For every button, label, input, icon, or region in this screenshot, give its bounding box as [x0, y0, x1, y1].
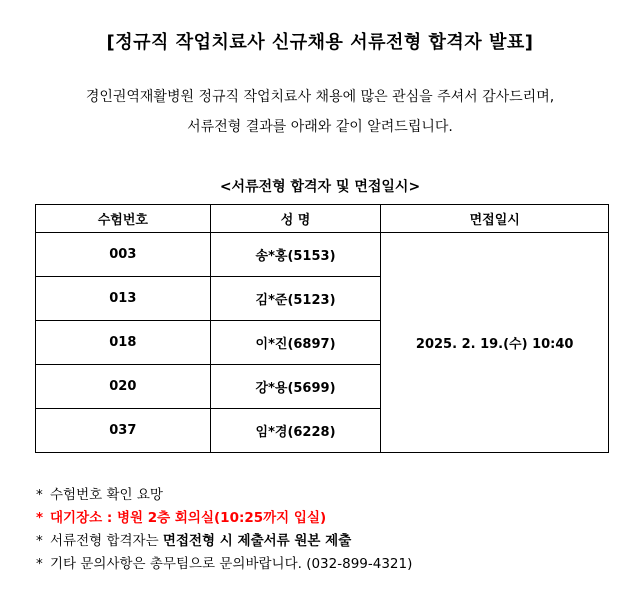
table-header-row	[36, 205, 609, 233]
results-table	[35, 204, 609, 453]
notes-list	[36, 484, 412, 576]
intro-line-2: 서류전형 결과를 아래와 같이 알려드립니다.	[187, 119, 453, 135]
bullet-asterisk: *	[36, 533, 43, 549]
bullet-asterisk: *	[36, 510, 44, 526]
page-title: [정규직 작업치료사 신규채용 서류전형 합격자 발표]	[106, 32, 534, 53]
note-text: 대기장소 : 병원 2층 회의실(10:25까지 입실)	[50, 510, 327, 526]
note-text-bold: 면접전형 시 제출서류 원본 제출	[162, 533, 352, 549]
cell-name: 이*진(6897)	[210, 321, 381, 365]
header-name: 성 명	[210, 205, 381, 233]
cell-exam-no: 037	[36, 409, 211, 453]
bullet-asterisk: *	[36, 556, 43, 572]
note-exam-number	[36, 484, 412, 507]
note-inquiry	[36, 553, 412, 576]
section-title: <서류전형 합격자 및 면접일시>	[219, 179, 421, 195]
table-row	[36, 233, 609, 277]
header-interview: 면접일시	[381, 205, 609, 233]
cell-exam-no: 020	[36, 365, 211, 409]
bullet-asterisk: *	[36, 487, 43, 503]
note-text: 수험번호 확인 요망	[50, 487, 163, 503]
note-documents	[36, 530, 412, 553]
intro-line-1: 경인권역재활병원 정규직 작업치료사 채용에 많은 관심을 주셔서 감사드리며,	[85, 89, 555, 105]
cell-name: 임*경(6228)	[210, 409, 381, 453]
cell-interview-datetime: 2025. 2. 19.(수) 10:40	[381, 233, 609, 453]
note-waiting-place	[36, 507, 412, 530]
cell-exam-no: 018	[36, 321, 211, 365]
cell-name: 송*홍(5153)	[210, 233, 381, 277]
header-exam-no: 수험번호	[36, 205, 211, 233]
note-text: 기타 문의사항은 총무팀으로 문의바랍니다. (032-899-4321)	[50, 556, 413, 572]
cell-name: 강*용(5699)	[210, 365, 381, 409]
cell-name: 김*준(5123)	[210, 277, 381, 321]
note-text: 서류전형 합격자는	[50, 533, 163, 549]
cell-exam-no: 013	[36, 277, 211, 321]
cell-exam-no: 003	[36, 233, 211, 277]
